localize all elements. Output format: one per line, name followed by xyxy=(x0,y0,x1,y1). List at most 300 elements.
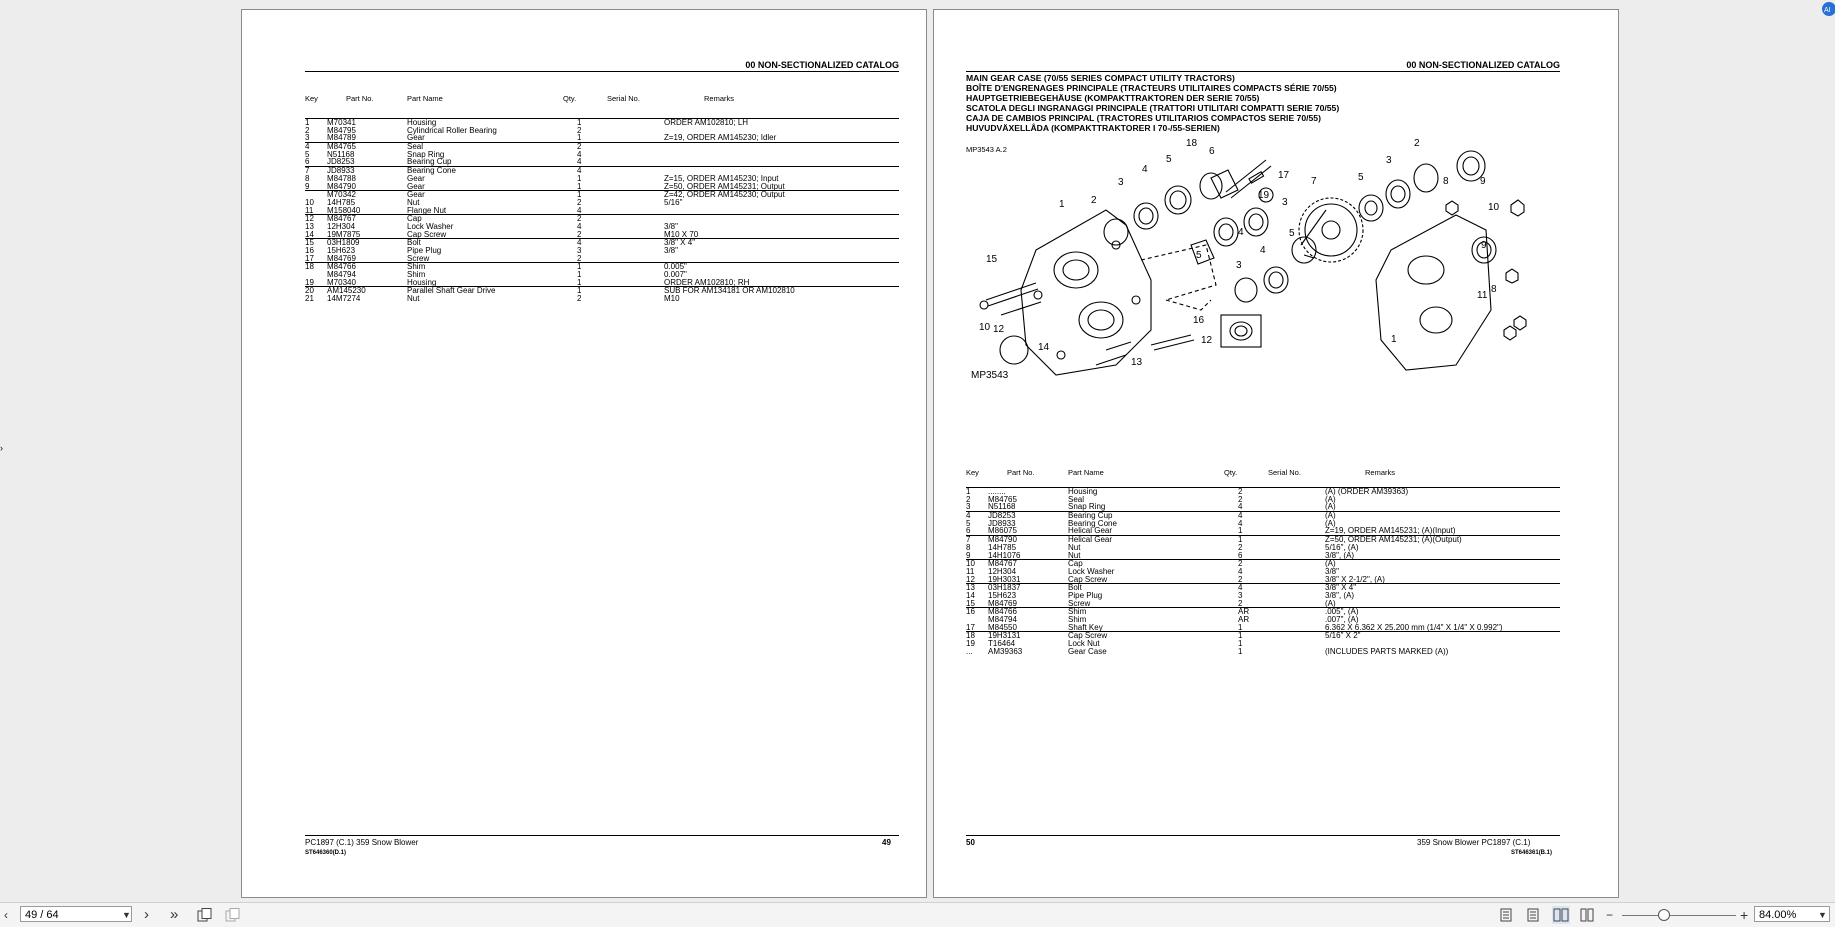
table-row xyxy=(305,118,899,127)
cell-key: 21 xyxy=(305,294,314,304)
zoom-slider-track[interactable] xyxy=(1622,915,1736,916)
cell-qty: 3 xyxy=(1238,590,1243,600)
table-row xyxy=(966,576,1560,584)
cell-name: Bearing Cone xyxy=(407,166,456,176)
footer-rule xyxy=(305,835,899,836)
cell-name: Shim xyxy=(1068,615,1087,624)
cell-qty: 2 xyxy=(577,214,582,224)
zoom-in-button[interactable]: + xyxy=(1740,907,1749,923)
svg-text:5: 5 xyxy=(1196,250,1202,261)
svg-text:5: 5 xyxy=(1166,154,1172,165)
col-part-name: Part Name xyxy=(1068,468,1104,477)
table-row xyxy=(305,166,899,175)
svg-text:1: 1 xyxy=(1391,334,1397,345)
cell-part: M84766 xyxy=(988,607,1017,617)
cell-qty: 2 xyxy=(1238,574,1243,584)
cell-qty: 2 xyxy=(577,125,582,135)
cell-remarks: 3/8" X 4" xyxy=(1325,583,1357,593)
cell-key: 7 xyxy=(966,535,971,545)
cell-part: M84794 xyxy=(988,615,1017,624)
table-row xyxy=(305,175,899,183)
cell-name: Bearing Cup xyxy=(1068,511,1113,521)
page-dropdown-icon[interactable]: ▼ xyxy=(122,910,131,920)
cell-name: Shim xyxy=(407,262,426,272)
title-sv: HUVUDVÄXELLÅDA (KOMPAKTTRAKTORER I 70-/55-SERIEN) xyxy=(966,123,1220,133)
cell-key: 17 xyxy=(305,253,314,263)
cell-key: 12 xyxy=(305,214,314,224)
cell-key: 6 xyxy=(305,157,310,167)
cell-qty: 4 xyxy=(577,205,582,215)
cell-part: M84788 xyxy=(327,173,356,183)
cell-name: Seal xyxy=(1068,494,1085,504)
cell-remarks: M10 X 70 xyxy=(664,229,699,239)
table-row xyxy=(305,238,899,247)
cell-qty: 1 xyxy=(1238,535,1243,545)
cell-part: M84765 xyxy=(327,142,356,152)
cell-remarks: 0.007" xyxy=(664,270,687,280)
col-key: Key xyxy=(305,94,318,103)
col-qty: Qty. xyxy=(563,94,577,103)
cell-qty: 1 xyxy=(1238,526,1243,536)
svg-text:10: 10 xyxy=(979,322,991,333)
cell-part: 14H785 xyxy=(327,197,356,207)
cell-name: Seal xyxy=(407,142,424,152)
cell-qty: AR xyxy=(1238,607,1250,617)
cell-name: Nut xyxy=(1068,550,1081,560)
cell-remarks: 5/16", (A) xyxy=(1325,542,1359,552)
col-part-no: Part No. xyxy=(1007,468,1035,477)
table-row xyxy=(966,607,1560,616)
col-serial: Serial No. xyxy=(607,94,640,103)
cell-remarks: (A) xyxy=(1325,598,1336,608)
cell-part: N51168 xyxy=(327,149,355,159)
cell-name: Pipe Plug xyxy=(1068,590,1103,600)
cell-name: Lock Washer xyxy=(1068,566,1115,576)
cell-part: M70342 xyxy=(327,190,356,200)
table-row xyxy=(966,583,1560,592)
title-de: HAUPTGETRIEBEGEHÄUSE (KOMPAKTTRAKTOREN DER SERIE 70/55) xyxy=(966,93,1260,103)
cell-remarks: Z=42, ORDER AM145230; Output xyxy=(664,190,785,200)
cell-key: 11 xyxy=(966,566,975,576)
cell-qty: 4 xyxy=(1238,566,1243,576)
cell-qty: 2 xyxy=(577,197,582,207)
cell-qty: 1 xyxy=(577,118,582,127)
cell-part: AM145230 xyxy=(327,286,366,296)
assistant-icon[interactable] xyxy=(1817,0,1835,18)
cell-qty: 1 xyxy=(577,277,582,287)
cell-qty: 1 xyxy=(577,181,582,191)
svg-text:3: 3 xyxy=(1282,197,1288,208)
cell-part: M158040 xyxy=(327,205,361,215)
cell-name: Screw xyxy=(407,253,430,263)
cell-part: M84790 xyxy=(327,181,356,191)
cell-remarks: 3/8" X 4" xyxy=(664,238,696,248)
table-row xyxy=(305,190,899,199)
cell-remarks: Z=50, ORDER AM145231; (A)(Output) xyxy=(1325,535,1462,545)
cell-qty: 4 xyxy=(577,221,582,231)
cell-name: Nut xyxy=(407,197,420,207)
col-qty: Qty. xyxy=(1224,468,1238,477)
footer-title: 359 Snow Blower PC1897 (C.1) xyxy=(1417,838,1531,847)
cell-remarks: Z=19, ORDER AM145230; Idler xyxy=(664,133,777,143)
cell-remarks: M10 xyxy=(664,294,680,304)
svg-text:15: 15 xyxy=(986,254,998,265)
cell-key: 7 xyxy=(305,166,310,176)
table-row xyxy=(966,568,1560,576)
cell-part: AM39363 xyxy=(988,646,1023,656)
svg-text:9: 9 xyxy=(1481,240,1487,251)
page-49 xyxy=(241,9,927,898)
cell-key: 1 xyxy=(966,487,971,496)
cell-name: Flange Nut xyxy=(407,205,447,215)
cell-key: 2 xyxy=(966,494,971,504)
cell-key: 20 xyxy=(305,286,314,296)
table-row xyxy=(305,295,899,303)
col-key: Key xyxy=(966,468,979,477)
page-50 xyxy=(933,9,1619,898)
cell-part: 03H1809 xyxy=(327,238,360,248)
svg-text:12: 12 xyxy=(1201,335,1213,346)
cell-part: JD8253 xyxy=(327,157,355,167)
cell-remarks: 3/8" xyxy=(664,246,678,255)
cell-key: 15 xyxy=(966,598,975,608)
cell-key: 8 xyxy=(966,542,971,552)
two-page-continuous-icon[interactable] xyxy=(1580,908,1594,922)
cell-remarks: Z=50, ORDER AM145231; Output xyxy=(664,181,785,191)
cell-part: 15H623 xyxy=(327,246,356,255)
cell-remarks: (A) xyxy=(1325,502,1336,512)
cell-qty: 2 xyxy=(577,294,582,304)
cell-qty: AR xyxy=(1238,615,1250,624)
table-row xyxy=(305,214,899,223)
table-row xyxy=(966,527,1560,535)
cell-qty: 1 xyxy=(577,133,582,143)
paste-icon[interactable] xyxy=(225,908,241,922)
cell-part: M84795 xyxy=(327,125,356,135)
svg-text:2: 2 xyxy=(1091,195,1097,206)
cell-qty: 4 xyxy=(577,149,582,159)
cell-remarks: 5/16" X 2" xyxy=(1325,631,1361,641)
table-row xyxy=(966,544,1560,552)
catalog-header: 00 NON-SECTIONALIZED CATALOG xyxy=(966,60,1560,72)
cell-part: M84769 xyxy=(327,253,356,263)
prev-page-icon[interactable]: ‹ xyxy=(4,908,8,922)
svg-text:2: 2 xyxy=(1414,138,1420,149)
table-row xyxy=(966,592,1560,600)
cell-part: M86075 xyxy=(988,526,1017,536)
svg-text:18: 18 xyxy=(1186,138,1198,149)
cell-name: Gear xyxy=(407,190,425,200)
cell-qty: 1 xyxy=(577,270,582,280)
cell-qty: 4 xyxy=(577,166,582,176)
cell-qty: 4 xyxy=(577,157,582,167)
svg-text:4: 4 xyxy=(1260,245,1266,256)
cell-key: 14 xyxy=(305,229,314,239)
cell-remarks: (A) xyxy=(1325,518,1336,528)
cell-key: 4 xyxy=(966,511,971,521)
cell-remarks: 0.005" xyxy=(664,262,687,272)
cell-remarks: SUB FOR AM134181 OR AM102810 xyxy=(664,286,795,296)
continuous-view-icon[interactable] xyxy=(1526,908,1540,922)
cell-name: Cap xyxy=(407,214,422,224)
cell-qty: 2 xyxy=(1238,542,1243,552)
zoom-out-button[interactable]: − xyxy=(1606,908,1614,922)
svg-text:4: 4 xyxy=(1142,164,1148,175)
cell-key: 6 xyxy=(966,526,971,536)
table-row xyxy=(305,183,899,191)
svg-text:5: 5 xyxy=(1358,172,1364,183)
cell-remarks: ORDER AM102810; RH xyxy=(664,277,750,287)
zoom-field[interactable]: 84.00% xyxy=(1754,906,1830,922)
cell-part: 15H623 xyxy=(988,590,1017,600)
table-row xyxy=(966,496,1560,504)
cell-key: 5 xyxy=(966,518,971,528)
cell-part: N51168 xyxy=(988,502,1016,512)
cell-part: M70341 xyxy=(327,118,356,127)
svg-text:8: 8 xyxy=(1443,176,1449,187)
svg-text:1: 1 xyxy=(1059,199,1065,210)
cell-name: Lock Washer xyxy=(407,221,454,231)
cell-key: 13 xyxy=(966,583,975,593)
table-row xyxy=(966,559,1560,568)
cell-key: 11 xyxy=(305,205,314,215)
cell-name: Bolt xyxy=(1068,583,1082,593)
table-row xyxy=(966,552,1560,560)
cell-key: ... xyxy=(966,646,973,656)
cell-name: Cap xyxy=(1068,559,1083,569)
cell-key: 3 xyxy=(966,502,971,512)
table-row xyxy=(305,151,899,159)
cell-name: Bearing Cone xyxy=(1068,518,1117,528)
table-row xyxy=(305,231,899,239)
next-page-icon[interactable]: › xyxy=(144,906,149,923)
cell-part: M84767 xyxy=(988,559,1017,569)
cell-qty: 1 xyxy=(1238,646,1243,656)
table-row xyxy=(305,207,899,215)
zoom-dropdown-icon[interactable]: ▼ xyxy=(1818,910,1827,920)
table-row xyxy=(305,134,899,142)
cell-part: 19M7875 xyxy=(327,229,361,239)
cell-name: Snap Ring xyxy=(1068,502,1106,512)
cell-qty: 4 xyxy=(577,238,582,248)
cell-qty: 2 xyxy=(577,253,582,263)
table-row xyxy=(305,286,899,295)
footer-code: ST646360(D.1) xyxy=(305,850,347,856)
cell-qty: 3 xyxy=(577,246,582,255)
table-row xyxy=(966,520,1560,528)
table-row xyxy=(966,487,1560,496)
catalog-header: 00 NON-SECTIONALIZED CATALOG xyxy=(305,60,899,72)
cell-key: 16 xyxy=(305,246,314,255)
svg-text:3: 3 xyxy=(1386,155,1392,166)
cell-part: 12H304 xyxy=(988,566,1017,576)
cell-qty: 1 xyxy=(577,262,582,272)
cell-key: 5 xyxy=(305,149,310,159)
cell-part: M84550 xyxy=(988,622,1017,632)
cell-qty: 2 xyxy=(1238,487,1243,496)
svg-text:12: 12 xyxy=(993,324,1005,335)
cell-name: Cylindrical Roller Bearing xyxy=(407,125,497,135)
svg-text:3: 3 xyxy=(1118,177,1124,188)
cell-qty: 2 xyxy=(577,229,582,239)
bottom-toolbar xyxy=(0,902,1835,927)
copy-icon[interactable] xyxy=(197,908,213,922)
table-row xyxy=(305,247,899,255)
table-row xyxy=(305,279,899,287)
cell-name: Gear xyxy=(407,173,425,183)
cell-key: 12 xyxy=(966,574,975,584)
svg-text:3: 3 xyxy=(1236,260,1242,271)
zoom-slider-thumb[interactable] xyxy=(1658,909,1670,921)
table-row xyxy=(966,600,1560,608)
table-row xyxy=(966,648,1560,656)
cell-key: 2 xyxy=(305,125,310,135)
cell-part: M84794 xyxy=(327,270,356,280)
cell-key: 13 xyxy=(305,221,314,231)
cell-name: Cap Screw xyxy=(1068,574,1108,584)
cell-part: 03H1837 xyxy=(988,583,1021,593)
cell-remarks: 3/8" X 2-1/2", (A) xyxy=(1325,574,1385,584)
cell-part: JD8253 xyxy=(988,511,1016,521)
cell-name: Nut xyxy=(1068,542,1081,552)
cell-name: Shaft Key xyxy=(1068,622,1103,632)
cell-remarks: 3/8", (A) xyxy=(1325,590,1355,600)
cell-name: Nut xyxy=(407,294,420,304)
cell-part: M84790 xyxy=(988,535,1017,545)
table-row xyxy=(305,158,899,166)
cell-qty: 1 xyxy=(577,190,582,200)
table-row xyxy=(305,142,899,151)
svg-text:14: 14 xyxy=(1038,342,1050,353)
cell-name: Gear xyxy=(407,181,425,191)
title-en: MAIN GEAR CASE (70/55 SERIES COMPACT UTILITY TRACTORS) xyxy=(966,73,1235,83)
cell-remarks: .005", (A) xyxy=(1325,607,1359,617)
collapse-arrow-icon[interactable]: › xyxy=(0,443,3,453)
cell-name: Gear xyxy=(407,133,425,143)
diagram-label: MP3543 xyxy=(971,370,1009,381)
cell-name: Bearing Cup xyxy=(407,157,452,167)
figure-reference: MP3543 A.2 xyxy=(966,145,1007,154)
cell-qty: 4 xyxy=(1238,502,1243,512)
cell-key: 18 xyxy=(966,631,975,641)
table-row xyxy=(305,223,899,231)
page-number: 49 xyxy=(882,838,891,847)
cell-name: Housing xyxy=(407,277,437,287)
cell-key: 9 xyxy=(966,550,971,560)
cell-key: 9 xyxy=(305,181,310,191)
table-body xyxy=(966,487,1560,655)
cell-part: M70340 xyxy=(327,277,356,287)
cell-key: 10 xyxy=(966,559,975,569)
cell-qty: 4 xyxy=(1238,583,1243,593)
cell-part: T16464 xyxy=(988,639,1016,649)
cell-name: Screw xyxy=(1068,598,1091,608)
cell-key: 10 xyxy=(305,197,314,207)
right-housing-shape xyxy=(1376,215,1491,370)
title-es: CAJA DE CAMBIOS PRINCIPAL (TRACTORES UTILITARIOS COMPACTOS SERIE 70/55) xyxy=(966,113,1321,123)
svg-text:6: 6 xyxy=(1209,146,1215,157)
cell-name: Lock Nut xyxy=(1068,639,1100,649)
cell-name: Helical Gear xyxy=(1068,535,1113,545)
cell-key: 4 xyxy=(305,142,310,152)
cell-name: Bolt xyxy=(407,238,421,248)
cell-name: Cap Screw xyxy=(1068,631,1108,641)
col-part-no: Part No. xyxy=(346,94,374,103)
cell-remarks: (A) (ORDER AM39363) xyxy=(1325,487,1409,496)
cell-remarks: (A) xyxy=(1325,511,1336,521)
svg-text:4: 4 xyxy=(1238,227,1244,238)
cell-name: Snap Ring xyxy=(407,149,445,159)
table-row xyxy=(966,631,1560,640)
cell-remarks: (INCLUDES PARTS MARKED (A)) xyxy=(1325,646,1449,656)
footer-code: ST646361(B.1) xyxy=(1511,850,1553,856)
cell-part: 19H3131 xyxy=(988,631,1021,641)
cell-key: 1 xyxy=(305,118,310,127)
cell-key: 19 xyxy=(305,277,314,287)
footer-rule xyxy=(966,835,1560,836)
svg-text:10: 10 xyxy=(1488,202,1500,213)
cell-key: 3 xyxy=(305,133,310,143)
table-row xyxy=(966,535,1560,544)
cell-name: Parallel Shaft Gear Drive xyxy=(407,286,496,296)
single-page-view-icon[interactable] xyxy=(1499,908,1513,922)
cell-qty: 6 xyxy=(1238,550,1243,560)
cell-qty: 1 xyxy=(577,173,582,183)
svg-text:5: 5 xyxy=(1289,228,1295,239)
cell-key: 14 xyxy=(966,590,975,600)
cell-remarks: (A) xyxy=(1325,494,1336,504)
cell-qty: 4 xyxy=(1238,518,1243,528)
cell-key: 16 xyxy=(966,607,975,617)
cell-name: Shim xyxy=(1068,607,1087,617)
cell-part: 12H304 xyxy=(327,221,356,231)
table-row xyxy=(305,199,899,207)
cell-part: M84766 xyxy=(327,262,356,272)
cell-key: 19 xyxy=(966,639,975,649)
cell-part: 14H1076 xyxy=(988,550,1021,560)
col-serial: Serial No. xyxy=(1268,468,1301,477)
cell-remarks: 3/8", (A) xyxy=(1325,550,1355,560)
table-row xyxy=(966,511,1560,520)
cell-qty: 2 xyxy=(577,142,582,152)
two-page-view-icon[interactable] xyxy=(1552,906,1570,924)
cell-key: 18 xyxy=(305,262,314,272)
cell-name: Cap Screw xyxy=(407,229,447,239)
last-page-icon[interactable]: » xyxy=(170,906,179,923)
cell-qty: 2 xyxy=(1238,494,1243,504)
cell-remarks: (A) xyxy=(1325,559,1336,569)
svg-text:13: 13 xyxy=(1131,357,1143,368)
cell-key: 17 xyxy=(966,622,975,632)
cell-part: ........ xyxy=(988,487,1006,496)
cell-name: Gear Case xyxy=(1068,646,1107,656)
cell-key: 15 xyxy=(305,238,314,248)
table-row xyxy=(966,503,1560,511)
cell-qty: 1 xyxy=(1238,639,1243,649)
svg-text:AI: AI xyxy=(1824,7,1831,14)
table-row xyxy=(305,262,899,271)
cell-qty: 2 xyxy=(1238,559,1243,569)
cell-qty: 2 xyxy=(1238,598,1243,608)
cell-part: 14H785 xyxy=(988,542,1017,552)
cell-remarks: 6.362 X 6.362 X 25.200 mm (1/4" X 1/4" X 0.992") xyxy=(1325,622,1503,632)
cell-name: Housing xyxy=(1068,487,1098,496)
cell-remarks: .007", (A) xyxy=(1325,615,1359,624)
col-part-name: Part Name xyxy=(407,94,443,103)
page-number-field[interactable]: 49 / 64 xyxy=(20,906,132,922)
cell-part: M84767 xyxy=(327,214,356,224)
table-row xyxy=(305,127,899,135)
